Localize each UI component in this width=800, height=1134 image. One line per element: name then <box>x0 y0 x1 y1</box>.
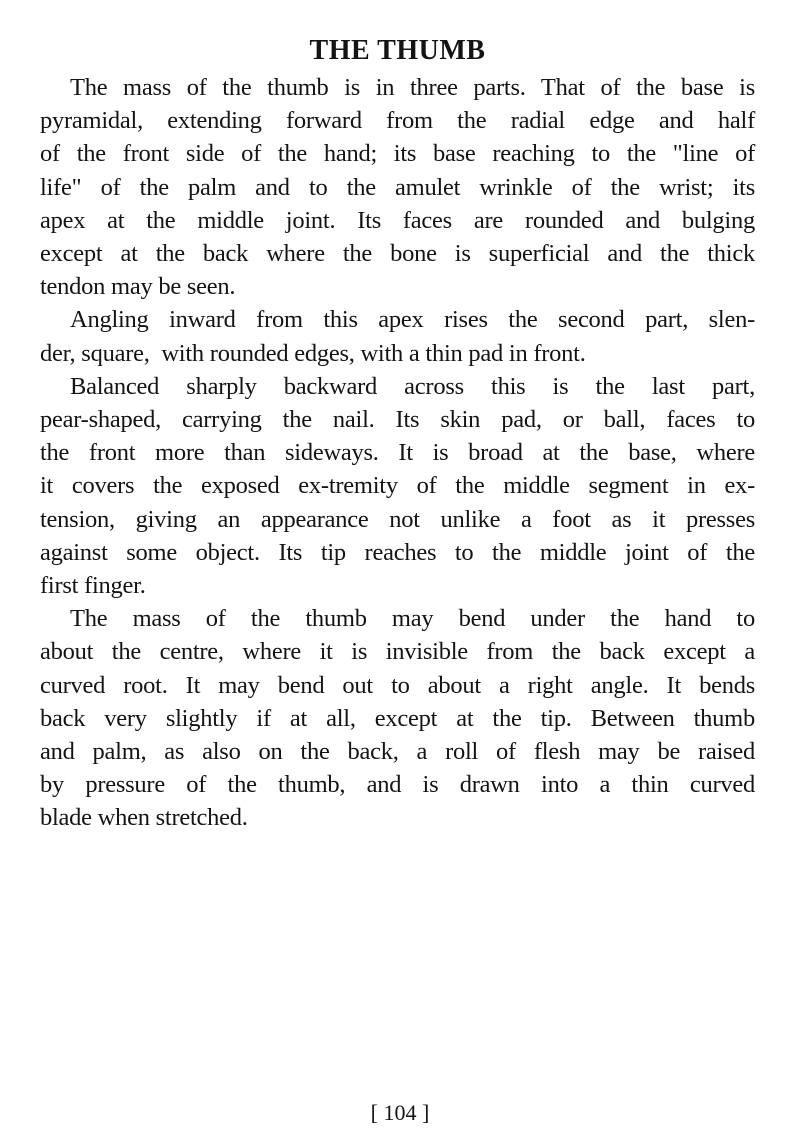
text-line: tendon may be seen. <box>40 273 236 301</box>
text-line: Balanced sharply backward across this is the last part, <box>70 372 755 400</box>
page-number: [ 104 ] <box>370 1100 430 1125</box>
text-line: back very slightly if at all, except at the tip. Between thumb <box>40 704 755 732</box>
text-line: the front more than sideways. It is broad at the base, where <box>40 439 755 467</box>
text-line: against some object. Its tip reaches to the middle joint of the <box>40 538 755 566</box>
paragraph <box>40 303 755 369</box>
text-line: and palm, as also on the back, a roll of flesh may be raised <box>40 738 755 766</box>
text-line: tension, giving an appearance not unlike a foot as it presses <box>40 505 755 533</box>
text-line: about the centre, where it is invisible from the back except a <box>40 638 755 666</box>
paragraph <box>40 71 755 303</box>
text-line: first finger. <box>40 572 146 600</box>
text-line: except at the back where the bone is superficial and the thick <box>40 240 755 268</box>
text-line: life" of the palm and to the amulet wrinkle of the wrist; its <box>40 173 755 201</box>
text-line: curved root. It may bend out to about a right angle. It bends <box>40 671 755 699</box>
page-title: THE THUMB <box>309 35 486 66</box>
paragraph <box>40 370 755 602</box>
text-line: blade when stretched. <box>40 804 248 832</box>
text-line: of the front side of the hand; its base reaching to the "line of <box>40 140 755 168</box>
text-line: apex at the middle joint. Its faces are rounded and bulging <box>40 206 755 234</box>
text-line: pyramidal, extending forward from the radial edge and half <box>40 107 755 135</box>
text-line: Angling inward from this apex rises the second part, slen- <box>70 306 755 334</box>
text-line: pear-shaped, carrying the nail. Its skin pad, or ball, faces to <box>40 406 755 434</box>
text-line: The mass of the thumb may bend under the hand to <box>70 605 755 633</box>
body-text <box>40 71 755 835</box>
text-line: by pressure of the thumb, and is drawn into a thin curved <box>40 771 755 799</box>
paragraph <box>40 602 755 834</box>
text-line: The mass of the thumb is in three parts. That of the base is <box>70 74 755 101</box>
text-line: it covers the exposed ex-tremity of the middle segment in ex- <box>40 472 755 500</box>
text-line: der, square, with rounded edges, with a thin pad in front. <box>40 339 586 367</box>
